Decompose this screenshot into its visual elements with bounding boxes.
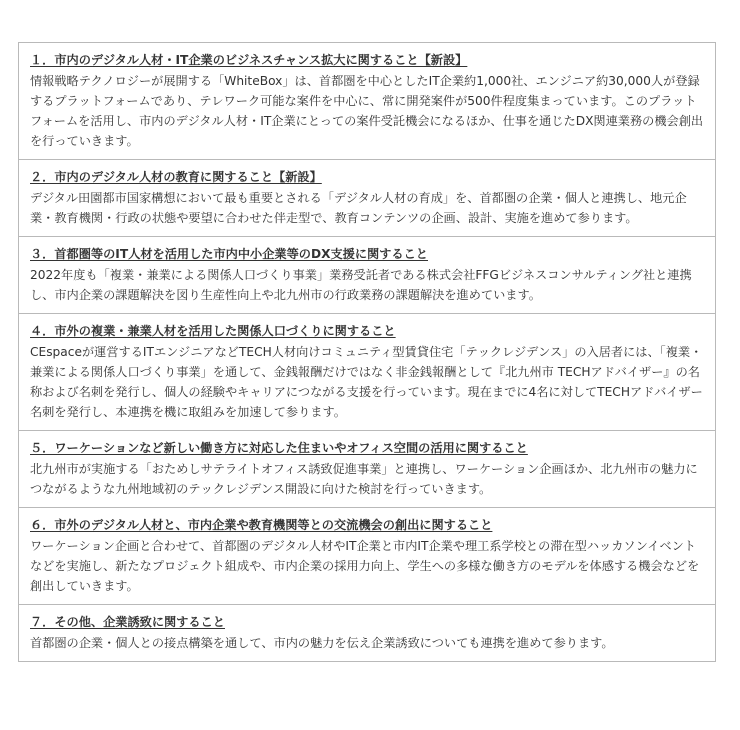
- section-body: 2022年度も「複業・兼業による関係人口づくり事業」業務受託者である株式会社FFGビジネスコンサルティング社と連携し、市内企業の課題解決を図り生産性向上や北九州市の行政業務の課題解決を進めています。: [30, 268, 692, 302]
- section-dx-support: [19, 236, 715, 313]
- section-digital-talent-education: [19, 159, 715, 236]
- section-heading: １．市内のデジタル人材・IT企業のビジネスチャンス拡大に関すること【新設】: [30, 53, 468, 67]
- section-heading: ７．その他、企業誘致に関すること: [30, 615, 225, 629]
- section-heading: ６．市外のデジタル人材と、市内企業や教育機関等との交流機会の創出に関すること: [30, 518, 493, 532]
- section-body: 情報戦略テクノロジーが展開する「WhiteBox」は、首都圏を中心としたIT企業約1,000社、エンジニア約30,000人が登録するプラットフォームであり、テレワーク可能な案件を中心に、常に開発案件が500件程度集まっています。このプラットフォームを活用し、市内のデジタル人材・IT企業にとっての案件受託機会になるほか、仕事を通じたDX関連業務の機会創出を行っていきます。: [30, 74, 704, 148]
- section-related-population: [19, 313, 715, 430]
- section-heading: ３．首都圏等のIT人材を活用した市内中小企業等のDX支援に関すること: [30, 247, 428, 261]
- section-digital-talent-business: [19, 43, 715, 159]
- section-body: CEspaceが運営するITエンジニアなどTECH人材向けコミュニティ型賃貸住宅「テックレジデンス」の入居者には、「複業・兼業による関係人口づくり事業」を通して、金銭報酬だけではなく非金銭報酬として『北九州市 TECHアドバイザー』の名称および名刺を発行し、個人の経験やキャリアにつながる支援を行っています。現在までに4名に対してTECHアドバイザー名刺を発行し、本連携を機に取組みを加速して参ります。: [30, 345, 703, 419]
- section-body: 北九州市が実施する「おためしサテライトオフィス誘致促進事業」と連携し、ワーケーション企画ほか、北九州市の魅力につながるような九州地域初のテックレジデンス開設に向けた検討を行っていきます。: [30, 462, 698, 496]
- section-heading: ４．市外の複業・兼業人材を活用した関係人口づくりに関すること: [30, 324, 396, 338]
- section-body: ワーケーション企画と合わせて、首都圏のデジタル人材やIT企業と市内IT企業や理工系学校との滞在型ハッカソンイベントなどを実施し、新たなプロジェクト組成や、市内企業の採用力向上、学生への多様な働き方のモデルを体感する機会などを創出していきます。: [30, 539, 700, 593]
- section-body: 首都圏の企業・個人との接点構築を通して、市内の魅力を伝え企業誘致についても連携を進めて参ります。: [30, 636, 614, 650]
- section-body: デジタル田園都市国家構想において最も重要とされる「デジタル人材の育成」を、首都圏の企業・個人と連携し、地元企業・教育機関・行政の状態や要望に合わせた伴走型で、教育コンテンツの企画、設計、実施を進めて参ります。: [30, 191, 687, 225]
- section-exchange-opportunities: [19, 507, 715, 604]
- section-new-workstyles: [19, 430, 715, 507]
- section-business-attraction: [19, 604, 715, 661]
- section-heading: ５．ワーケーションなど新しい働き方に対応した住まいやオフィス空間の活用に関すること: [30, 441, 528, 455]
- agreement-items-table: [18, 42, 716, 662]
- section-heading: ２．市内のデジタル人材の教育に関すること【新設】: [30, 170, 322, 184]
